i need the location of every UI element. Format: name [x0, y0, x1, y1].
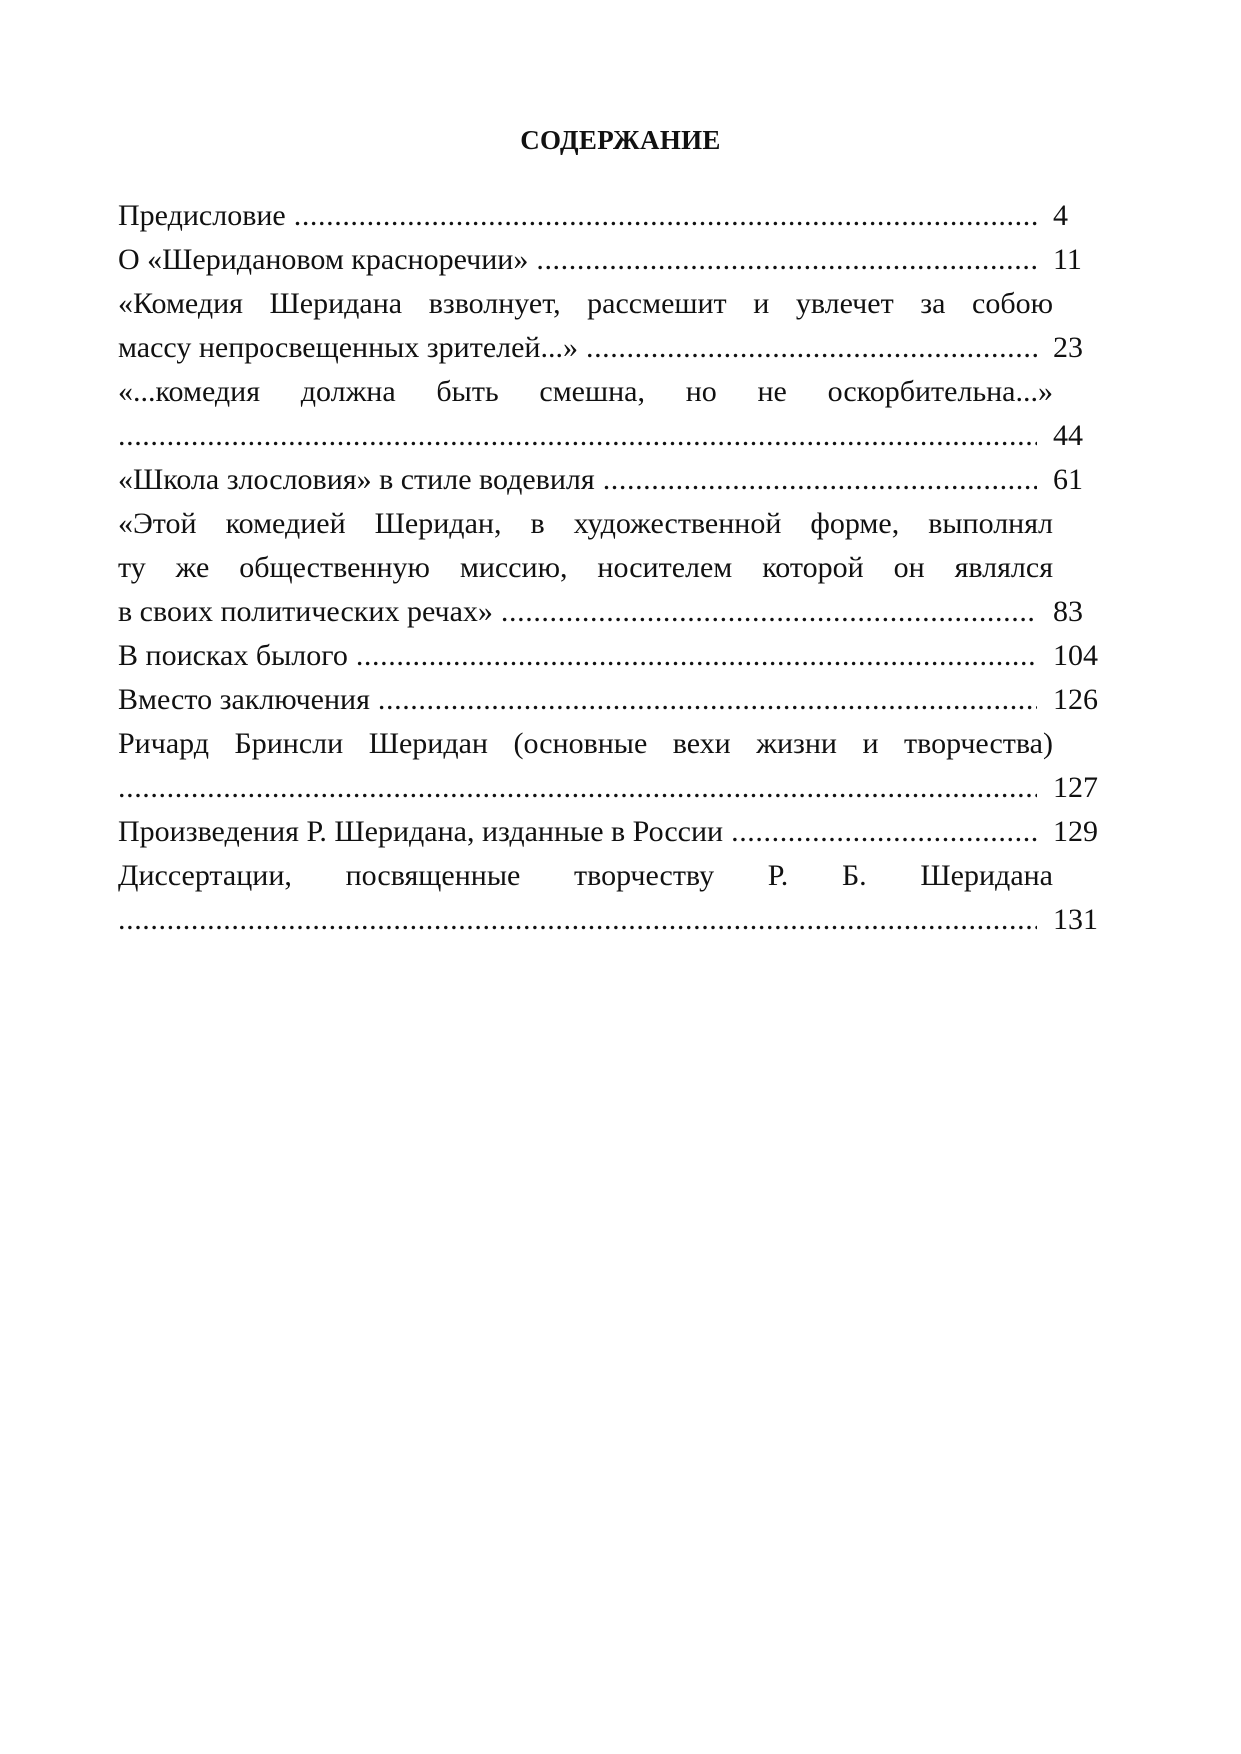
toc-entry-text-container	[118, 414, 1041, 458]
toc-entry-line-final	[118, 590, 1123, 634]
toc-entry-text: О «Шеридановом красноречии»	[118, 243, 529, 276]
toc-entry-text: «Школа злословия» в стиле водевиля	[118, 463, 595, 496]
toc-entry-text: В поисках былого	[118, 639, 348, 672]
toc-page-number: 4	[1053, 199, 1068, 232]
toc-entry-text-container	[118, 722, 1053, 766]
toc-page-number: 129	[1053, 815, 1098, 848]
toc-entry-line	[118, 854, 1123, 898]
toc-entry-line	[118, 546, 1123, 590]
toc-dot-leader	[536, 238, 1037, 282]
toc-entry-text: Произведения Р. Шеридана, изданные в России	[118, 815, 724, 848]
toc-entry-text: Ричард Бринсли Шеридан (основные вехи жизни и творчества)	[118, 727, 1053, 760]
toc-entry-text-container	[118, 370, 1053, 414]
toc-dot-leader	[501, 590, 1037, 634]
toc-entry-line	[118, 282, 1123, 326]
toc-entry-line-final	[118, 766, 1123, 810]
toc-entry-line-final	[118, 458, 1123, 502]
toc-dot-leader	[731, 810, 1037, 854]
toc-entry-text-container	[118, 634, 1041, 678]
toc-entry-line-final	[118, 810, 1123, 854]
toc-entry-line-final	[118, 326, 1123, 370]
toc-page-number: 44	[1053, 419, 1083, 452]
toc-page-number: 83	[1053, 595, 1083, 628]
table-of-contents	[118, 194, 1123, 942]
toc-entry-text-container	[118, 194, 1041, 238]
toc-page-number: 104	[1053, 639, 1098, 672]
toc-page-number: 131	[1053, 903, 1098, 936]
page-title: СОДЕРЖАНИЕ	[520, 125, 721, 155]
toc-page-number: 23	[1053, 331, 1083, 364]
toc-entry-line-final	[118, 678, 1123, 722]
toc-entry-text-container	[118, 326, 1041, 370]
toc-entry-line	[118, 370, 1123, 414]
toc-entry-text: Предисловие	[118, 199, 286, 232]
toc-entry-text-container	[118, 854, 1053, 898]
toc-dot-leader	[586, 326, 1037, 370]
toc-dot-leader	[356, 634, 1037, 678]
toc-page-number: 127	[1053, 771, 1098, 804]
toc-entry-text: «...комедия должна быть смешна, но не оскорбительна...»	[118, 375, 1053, 408]
toc-dot-leader	[118, 766, 1037, 810]
toc-entry-line-final	[118, 898, 1123, 942]
toc-entry-text: Диссертации, посвященные творчеству Р. Б. Шеридана	[118, 859, 1053, 892]
toc-entry-text-container	[118, 678, 1041, 722]
toc-entry-text-container	[118, 898, 1041, 942]
toc-entry-text-container	[118, 766, 1041, 810]
toc-dot-leader	[378, 678, 1037, 722]
toc-entry-line	[118, 722, 1123, 766]
toc-entry-text: «Этой комедией Шеридан, в художественной форме, выполнял	[118, 507, 1053, 540]
toc-page-number: 126	[1053, 683, 1098, 716]
toc-entry-line-final	[118, 634, 1123, 678]
toc-dot-leader	[118, 414, 1037, 458]
toc-entry-text-container	[118, 282, 1053, 326]
toc-entry-text-container	[118, 590, 1041, 634]
toc-entry-text: массу непросвещенных зрителей...»	[118, 331, 578, 364]
toc-entry-text-container	[118, 458, 1041, 502]
toc-entry-text: Вместо заключения	[118, 683, 370, 716]
toc-dot-leader	[603, 458, 1037, 502]
toc-entry-line	[118, 502, 1123, 546]
toc-entry-line-final	[118, 414, 1123, 458]
toc-entry-text-container	[118, 546, 1053, 590]
toc-entry-text: в своих политических речах»	[118, 595, 493, 628]
toc-page-number: 61	[1053, 463, 1083, 496]
toc-entry-line-final	[118, 238, 1123, 282]
toc-page-number: 11	[1053, 243, 1082, 276]
toc-entry-text: «Комедия Шеридана взволнует, рассмешит и увлечет за собою	[118, 287, 1053, 320]
toc-entry-text-container	[118, 502, 1053, 546]
toc-entry-text: ту же общественную миссию, носителем которой он являлся	[118, 551, 1053, 584]
toc-dot-leader	[294, 194, 1037, 238]
toc-entry-text-container	[118, 238, 1041, 282]
toc-entry-line-final	[118, 194, 1123, 238]
toc-entry-text-container	[118, 810, 1041, 854]
toc-dot-leader	[118, 898, 1037, 942]
